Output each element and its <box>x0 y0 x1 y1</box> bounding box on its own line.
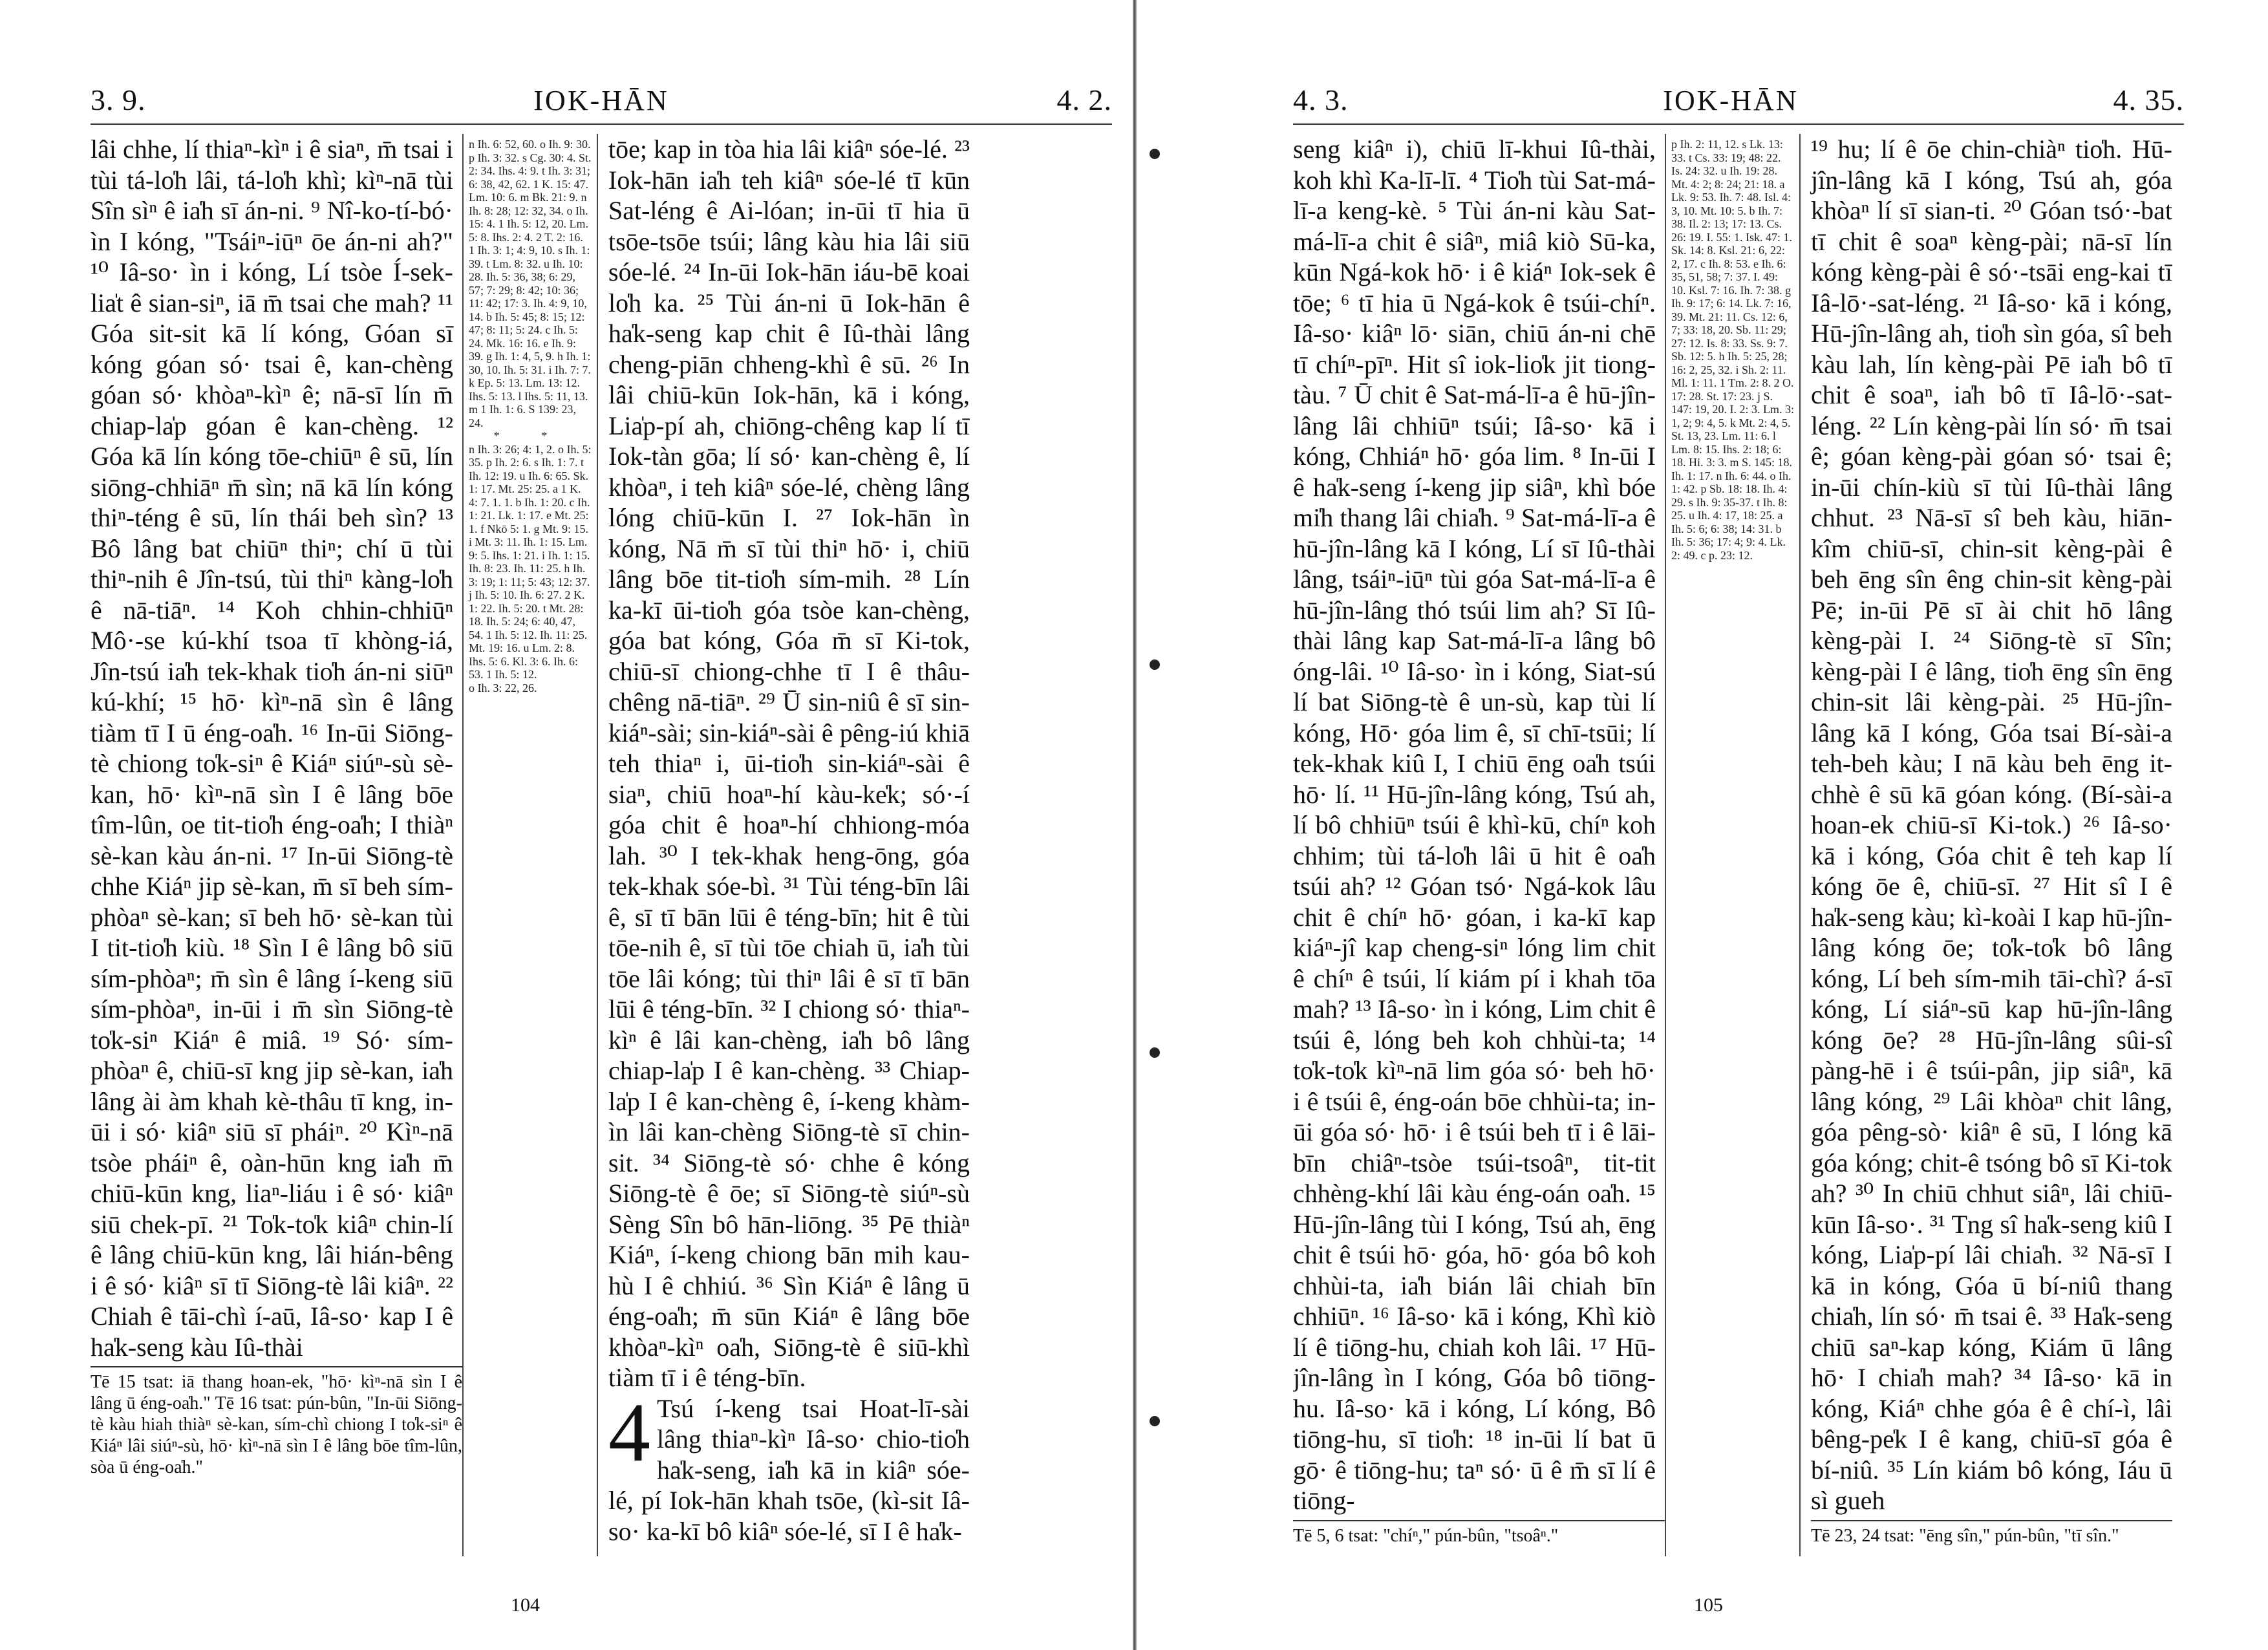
left-page <box>0 18 1131 1628</box>
right-text-column-2 <box>1801 134 2172 1556</box>
right-page-header <box>1293 83 2184 125</box>
left-header-reference-end: 4. 2. <box>1056 83 1112 116</box>
right-column-2-text: ¹⁹ hu; lí ê ōe chin-chiàⁿ tio̍h. Hū-jîn-lâng kā I kóng, Tsú ah, góa khòaⁿ lí sī sian-ti. ²⁰ Góan tsó·-bat tī chit ê soaⁿ kèng-pài; nā-sī lín kóng kèng-pài ê só·-tsāi eng-kai tī Iâ-lō·-sat-léng. ²¹ Iâ-so· kā i kóng, Hū-jîn-lâng ah, tio̍h sìn góa, sî beh kàu lah, lín kèng-pài Pē ia̍h bô tī chit ê soaⁿ, ia̍h bô tī Iâ-lō·-sat-léng. ²² Lín kèng-pài lín só· m̄ tsai ê; góan kèng-pài góan só· tsai ê; in-ūi chín-kiù sī tùi Iû-thài lâng chhut. ²³ Nā-sī sî beh kàu, hiān-kîm chiū-sī, chin-sit kèng-pài ê beh ēng sîn êng chin-sit kèng-pài Pē; in-ūi Pē sī ài chit hō lâng kèng-pài I. ²⁴ Siōng-tè sī Sîn; kèng-pài I ê lâng, tio̍h ēng sîn ēng chin-sit lâi kèng-pài. ²⁵ Hū-jîn-lâng kā I kóng, Góa tsai Bí-sài-a teh-beh kàu; I nā kàu beh ēng it-chhè ê sū kā góan kóng. (Bí-sài-a hoan-ek chiū-sī Ki-tok.) ²⁶ Iâ-so· kā i kóng, Góa chit ê teh kap lí kóng ōe ê, chiū-sī. ²⁷ Hit sî I ê ha̍k-seng kàu; kì-koài I kap hū-jîn-lâng kóng ōe; to̍k-to̍k bô lâng kóng, Lí beh sím-mih tāi-chì? á-sī kóng, Lí siáⁿ-sū kap hū-jîn-lâng kóng ōe? ²⁸ Hū-jîn-lâng sûi-sî pàng-hē i ê tsúi-pân, jip siâⁿ, kā lâng kóng, ²⁹ Lâi khòaⁿ chit lâng, góa pêng-sò· kiâⁿ ê sū, I lóng kā góa kóng; chit-ê tsóng bô sī Ki-tok ah? ³⁰ In chiū chhut siâⁿ, lâi chiū-kūn Iâ-so·. ³¹ Tng sî ha̍k-seng kiû I kóng, Lia̍p-pí lâi chia̍h. ³² Nā-sī I kā in kóng, Góa ū bí-niû thang chia̍h, lín só· m̄ tsai ê. ³³ Ha̍k-seng chiū saⁿ-kap kóng, Kiám ū lâng hō· I chia̍h mah? ³⁴ Iâ-so· kā in kóng, Kiáⁿ chhe góa ê ê chí-ì, lâi bêng-pe̍k I ê kang, chiū-sī góa ê bí-niû. ³⁵ Lín kiám bô kóng, Iáu ū sì gueh <box>1811 134 2172 1515</box>
left-refs-block-2: n Ih. 3: 26; 4: 1, 2. o Ih. 5: 35. p Ih. 2: 6. s Ih. 1: 7. t Ih. 12: 19. u Ih. 6: 65. Sk. 1: 17. Mt. 25: 25. a 1 K. 4: 7. 1. 1. b Ih. 1: 20. c Ih. 1: 21. Lk. 1: 17. e Mt. 25: 1. f Nkō 5: 1. g Mt. 9: 15. i Mt. 3: 11. Ih. 1: 15. Lm. 9: 5. Ihs. 1: 21. i Ih. 1: 15. Ih. 8: 23. Ih. 11: 25. h Ih. 3: 19; 1: 11; 5: 43; 12: 37. j Ih. 5: 10. Ih. 6: 27. 2 K. 1: 22. Ih. 5: 20. t Mt. 28: 18. Ih. 5: 24; 6: 40, 47, 54. 1 Ih. 5: 12. Ih. 11: 25. Mt. 19: 16. u Lm. 2: 8. Ihs. 5: 6. Kl. 3: 6. Ih. 6: 53. 1 Ih. 5: 12. <box>469 442 592 681</box>
left-header-title: IOK-HĀN <box>533 85 669 116</box>
left-column-1-text: lâi chhe, lí thiaⁿ-kìⁿ i ê siaⁿ, m̄ tsai i tùi tá-lo̍h lâi, tá-lo̍h khì; kìⁿ-nā tùi Sîn sìⁿ ê ia̍h sī án-ni. ⁹ Nî-ko-tí-bó· ìn I kóng, "Tsáiⁿ-iūⁿ ōe án-ni ah?" ¹⁰ Iâ-so· ìn i kóng, Lí tsòe Í-sek-lia̍t ê sian-siⁿ, iā m̄ tsai che mah? ¹¹ Góa sit-sit kā lí kóng, Góan sī kóng góan só· tsai ê, kan-chèng góan só· khòaⁿ-kìⁿ ê; nā-sī lín m̄ chiap-la̍p góan ê kan-chèng. ¹² Góa kā lín kóng tōe-chiūⁿ ê sū, lín siōng-chhiāⁿ m̄ sìn; nā kā lín kóng thiⁿ-téng ê sū, lín thái beh sìn? ¹³ Bô lâng bat chiūⁿ thiⁿ; chí ū tùi thiⁿ-nih ê Jîn-tsú, tùi thiⁿ kàng-lo̍h ê nā-tiāⁿ. ¹⁴ Koh chhin-chhiūⁿ Mô·-se kú-khí tsoa tī khòng-iá, Jîn-tsú ia̍h tek-khak tio̍h án-ni siūⁿ kú-khí; ¹⁵ hō· kìⁿ-nā sìn ê lâng tiàm tī I ū éng-oa̍h. ¹⁶ In-ūi Siōng-tè chiong to̍k-siⁿ ê Kiáⁿ siúⁿ-sù sè-kan, hō· kìⁿ-nā sìn I ê lâng bōe tîm-lûn, oe tit-tio̍h éng-oa̍h; I thiàⁿ sè-kan kàu án-ni. ¹⁷ In-ūi Siōng-tè chhe Kiáⁿ jip sè-kan, m̄ sī beh sím-phòaⁿ sè-kan; sī beh hō· sè-kan tùi I tit-tio̍h kiù. ¹⁸ Sìn I ê lâng bô siū sím-phòaⁿ; m̄ sìn ê lâng í-keng siū sím-phòaⁿ, in-ūi i m̄ sìn Siōng-tè to̍k-siⁿ Kiáⁿ ê miâ. ¹⁹ Só· sím-phòaⁿ ê, chiū-sī kng jip sè-kan, ia̍h lâng ài àm khah kè-thâu tī kng, in-ūi i só· kiâⁿ siū sī pháiⁿ. ²⁰ Kìⁿ-nā tsòe pháiⁿ ê, oàn-hūn kng ia̍h m̄ chiū-kūn kng, liaⁿ-liáu i ê só· kiâⁿ siū chek-pī. ²¹ To̍k-to̍k kiâⁿ chin-lí ê lâng chiū-kūn kng, lâi hián-bêng i ê só· kiâⁿ sī tī Siōng-tè lâi kiâⁿ. ²² Chiah ê tāi-chì í-aū, Iâ-so· kap I ê ha̍k-seng kàu Iû-thài <box>91 134 453 1362</box>
right-refs-block: p Ih. 2: 11, 12. s Lk. 13: 33. t Cs. 33: 19; 48: 22. Is. 24: 32. u Ih. 19: 28. Mt. 4: 2; 8: 24; 21: 18. a Lk. 9: 53. Ih. 7: 48. Isl. 4: 3, 10. Mt. 10: 5. b Ih. 7: 38. Il. 2: 13; 17: 13. Cs. 26: 19. I. 55: 1. Isk. 47: 1. Sk. 14: 8. Ksl. 21: 6, 22: 2, 17. c Ih. 8: 53. e Ih. 6: 35, 51, 58; 7: 37. I. 49: 10. Ksl. 7: 16. Ih. 7: 38. g Ih. 9: 17; 6: 14. Lk. 7: 16, 39. Mt. 21: 11. Cs. 12: 6, 7; 33: 18, 20. Sb. 11: 29; 27: 12. Is. 8: 33. Ss. 9: 7. Sb. 12: 5. h Ih. 5: 25, 28; 16: 2, 25, 32. i Sh. 2: 11. Ml. 1: 11. 1 Tm. 2: 8. 2 O. 17: 28. St. 17: 23. j S. 147: 19, 20. I. 2: 3. Lm. 3: 1, 2; 9: 4, 5. k Mt. 2: 4, 5. St. 13, 23. Lm. 11: 6. l Lm. 8: 15. Ihs. 2: 18; 6: 18. Hi. 3: 3. m S. 145: 18. Ih. 1: 17. n Ih. 6: 44. o Ih. 1: 42. p Sb. 18: 18. Ih. 4: 29. s Ih. 9: 35-37. t Ih. 8: 25. u Ih. 4: 17, 18: 25. a Ih. 5: 6; 6: 38; 14: 31. b Ih. 5: 36; 17: 4; 9: 4. Lk. 2: 49. c p. 23: 12. <box>1671 138 1794 562</box>
left-header-reference-start: 3. 9. <box>91 83 146 116</box>
right-footnote-right: Tē 23, 24 tsat: "ēng sîn," pún-bûn, "tī sîn." <box>1811 1520 2172 1547</box>
left-text-column-1 <box>91 134 462 1556</box>
ink-blot <box>1150 149 1160 159</box>
right-header-reference-end: 4. 35. <box>2113 83 2184 116</box>
chapter-4-start <box>608 1386 970 1547</box>
right-page <box>1138 18 2268 1628</box>
right-text-column-1 <box>1293 134 1665 1556</box>
book-gutter <box>1133 0 1137 1650</box>
left-refs-bottom: o Ih. 3: 22, 26. <box>469 681 537 694</box>
left-cross-references <box>462 134 598 1556</box>
right-footnote-left: Tē 5, 6 tsat: "chíⁿ," pún-bûn, "tsoâⁿ." <box>1293 1520 1665 1547</box>
left-column-2-text: tōe; kap in tòa hia lâi kiâⁿ sóe-lé. ²³ Iok-hān ia̍h teh kiâⁿ sóe-lé tī kūn Sat-léng ê Ai-lóan; in-ūi tī hia ū tsōe-tsōe tsúi; lâng kàu hia lâi siū sóe-lé. ²⁴ In-ūi Iok-hān iáu-bē koai lo̍h ka. ²⁵ Tùi án-ni ū Iok-hān ê ha̍k-seng kap chit ê Iû-thài lâng cheng-piān chheng-khì ê sū. ²⁶ In lâi chiū-kūn Iok-hān, kā i kóng, Lia̍p-pí ah, chiōng-chêng kap lí tī Iok-tàn gōa; lí só· kan-chèng ê, lí khòaⁿ, i teh kiâⁿ sóe-lé, chèng lâng lóng chiū-kūn I. ²⁷ Iok-hān ìn kóng, Nā m̄ sī tùi thiⁿ hō· i, chiū lâng bōe tit-tio̍h sím-mih. ²⁸ Lín ka-kī ūi-tio̍h góa tsòe kan-chèng, góa bat kóng, Góa m̄ sī Ki-tok, chiū-sī chiong-chhe tī I ê thâu-chêng nā-tiāⁿ. ²⁹ Ū sin-niû ê sī sin-kiáⁿ-sài; sin-kiáⁿ-sài ê pêng-iú khiā teh thiaⁿ i, ūi-tio̍h sin-kiáⁿ-sài ê siaⁿ, chiū hoaⁿ-hí kàu-ke̍k; só·-í góa chit ê hoaⁿ-hí chhiong-móa lah. ³⁰ I tek-khak heng-ōng, góa tek-khak sóe-bì. ³¹ Tùi téng-bīn lâi ê, sī tī bān lūi ê téng-bīn; hit ê tùi tōe-nih ê, sī tùi tōe chiah ū, ia̍h tùi tōe lâi kóng; tùi thiⁿ lâi ê sī tī bān lūi ê téng-bīn. ³² I chiong só· thiaⁿ-kìⁿ ê lâi kan-chèng, ia̍h bô lâng chiap-la̍p I ê kan-chèng. ³³ Chiap-la̍p I ê kan-chèng ê, í-keng khàm-ìn lâi kan-chèng Siōng-tè sī chin-sit. ³⁴ Siōng-tè só· chhe ê kóng Siōng-tè ê ōe; sī Siōng-tè siúⁿ-sù Sèng Sîn bô hān-liōng. ³⁵ Pē thiàⁿ Kiáⁿ, í-keng chiong bān mih kau-hù I ê chhiú. ³⁶ Sìn Kiáⁿ ê lâng ū éng-oa̍h; m̄ sūn Kiáⁿ ê lâng bōe khòaⁿ-kìⁿ oa̍h, Siōng-tè ê siū-khì tiàm tī i ê téng-bīn. <box>608 134 970 1392</box>
ink-blot <box>1150 659 1160 670</box>
left-refs-block-1: n Ih. 6: 52, 60. o Ih. 9: 30. p Ih. 3: 32. s Cg. 30: 4. St. 2: 34. Ihs. 4: 9. t Ih. 3: 31; 6: 38, 42, 62. 1 K. 15: 47. Lm. 10: 6. m Bk. 21: 9. n Ih. 8: 28; 12: 32, 34. o Ih. 15: 4. 1 Ih. 5: 12, 20. Lm. 5: 8. Ihs. 2: 4. 2 T. 2: 16. 1 Ih. 3: 1; 4: 9, 10. s Ih. 1: 39. t Lm. 8: 32. u Ih. 10: 28. Ih. 5: 36, 38; 6: 29, 57; 7: 29; 8: 42; 10: 36; 11: 42; 17: 3. Ih. 4: 9, 10, 14. b Ih. 5: 45; 8: 15; 12: 47; 8: 11; 5: 24. c Ih. 5: 24. Mk. 16: 16. e Ih. 9: 39. g Ih. 1: 4, 5, 9. h Ih. 1: 30, 10. Ih. 5: 31. i Ih. 7: 7. k Ep. 5: 13. Lm. 13: 12. Ihs. 5: 13. l Ihs. 5: 11, 13. m 1 Ih. 1: 6. S 139: 23, 24. <box>469 138 592 429</box>
right-header-reference-start: 4. 3. <box>1293 83 1349 116</box>
right-header-title: IOK-HĀN <box>1663 85 1799 116</box>
left-text-column-2 <box>598 134 970 1556</box>
ink-blot <box>1150 1416 1160 1426</box>
chapter-number: 4 <box>608 1386 650 1479</box>
refs-divider: * * <box>493 429 567 442</box>
right-page-columns <box>1293 134 2184 1556</box>
left-page-number: 104 <box>511 1594 540 1616</box>
right-cross-references <box>1665 134 1801 1556</box>
chapter-4-text: Tsú í-keng tsai Hoat-lī-sài lâng thiaⁿ-kìⁿ Iâ-so· chio-tio̍h ha̍k-seng, ia̍h kā in kiâⁿ sóe-lé, pí Iok-hān khah tsōe, (kì-sit Iâ-so· ka-kī bô kiâⁿ sóe-lé, sī I ê ha̍k- <box>608 1393 970 1546</box>
right-column-1-text: seng kiâⁿ i), chiū lī-khui Iû-thài, koh khì Ka-lī-lī. ⁴ Tio̍h tùi Sat-má-lī-a keng-kè. ⁵ Tùi án-ni kàu Sat-má-lī-a chit ê siâⁿ, miâ kiò Sū-ka, kūn Ngá-kok hō· i ê kiáⁿ Iok-sek ê tōe; ⁶ tī hia ū Ngá-kok ê tsúi-chíⁿ. Iâ-so· kiâⁿ lō· siān, chiū án-ni chē tī chíⁿ-pīⁿ. Hit sî iok-lio̍k jit tiong-tàu. ⁷ Ū chit ê Sat-má-lī-a ê hū-jîn-lâng lâi chhiūⁿ tsúi; Iâ-so· kā i kóng, Chhiáⁿ hō· góa lim. ⁸ In-ūi I ê ha̍k-seng í-keng jip siâⁿ, khì bóe mi̍h thang lâi chia̍h. ⁹ Sat-má-lī-a ê hū-jîn-lâng kā I kóng, Lí sī Iû-thài lâng, tsáiⁿ-iūⁿ tùi góa Sat-má-lī-a ê hū-jîn-lâng thó tsúi lim ah? Sī Iû-thài lâng kap Sat-má-lī-a lâng bô óng-lâi. ¹⁰ Iâ-so· ìn i kóng, Siat-sú lí bat Siōng-tè ê un-sù, kap tùi lí kóng, Hō· góa lim ê, sī chī-tsūi; lí tek-khak kiû I, I chiū ēng oa̍h tsúi hō· lí. ¹¹ Hū-jîn-lâng kóng, Tsú ah, lí bô chhiūⁿ tsúi ê khì-kū, chíⁿ koh chhim; tùi tá-lo̍h lâi ū hit ê oa̍h tsúi ah? ¹² Góan tsó· Ngá-kok lâu chit ê chíⁿ hō· góan, i ka-kī kap kiáⁿ-jî kap cheng-siⁿ lóng lim chit ê chíⁿ ê tsúi, lí kiám pí i khah tōa mah? ¹³ Iâ-so· ìn i kóng, Lim chit ê tsúi ê, lóng beh koh chhùi-ta; ¹⁴ to̍k-to̍k kìⁿ-nā lim góa só· beh hō· i ê tsúi ê, éng-oán bōe chhùi-ta; in-ūi góa só· hō· i ê tsúi beh tī i ê lāi-bīn chiâⁿ-tsòe tsúi-tsoâⁿ, tit-tit chhèng-khí lâi kàu éng-oán oa̍h. ¹⁵ Hū-jîn-lâng tùi I kóng, Tsú ah, ēng chit ê tsúi hō· góa, hō· góa bô koh chhùi-ta, ia̍h bián lâi chiah bīn chhiūⁿ. ¹⁶ Iâ-so· kā i kóng, Khì kiò lí ê tiōng-hu, chiah koh lâi. ¹⁷ Hū-jîn-lâng ìn I kóng, Góa bô tiōng-hu. Iâ-so· kā i kóng, Lí kóng, Bô tiōng-hu, sī tio̍h: ¹⁸ in-ūi lí bat ū gō· ê tiōng-hu; taⁿ só· ū ê m̄ sī lí ê tiōng- <box>1293 134 1656 1515</box>
left-page-header <box>91 83 1112 125</box>
right-page-number: 105 <box>1694 1594 1723 1616</box>
ink-blot <box>1150 1047 1160 1058</box>
left-footnote: Tē 15 tsat: iā thang hoan-ek, "hō· kìⁿ-nā sìn I ê lâng ū éng-oa̍h." Tē 16 tsat: pún-bûn, "In-ūi Siōng-tè kàu hiah thiàⁿ sè-kan, sím-chì chiong I to̍k-siⁿ ê Kiáⁿ lâi siúⁿ-sù, hō· kìⁿ-nā sìn I ê lâng bōe tîm-lûn, sòa ū éng-oa̍h." <box>91 1366 462 1478</box>
left-page-columns <box>91 134 1112 1556</box>
